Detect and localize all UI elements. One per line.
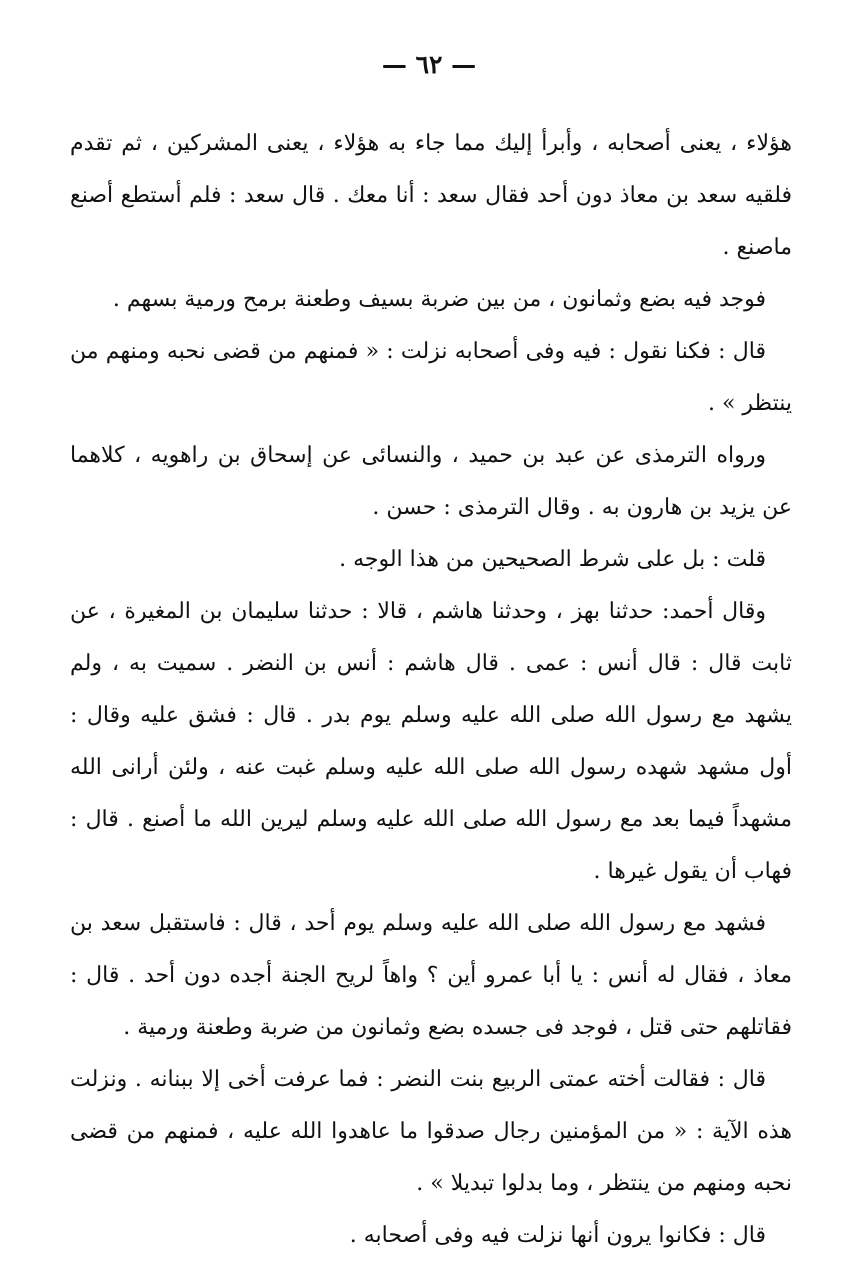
paragraph-wounds: فوجد فيه بضع وثمانون ، من بين ضربة بسيف وطعنة برمح ورمية بسهم . — [112, 287, 766, 312]
paragraph-narrators: ورواه الترمذى عن عبد بن حميد ، والنسائى عن إسحاق بن راهويه ، كلاهما عن يزيد بن هارون به . وقال الترمذى : حسن . — [70, 443, 792, 520]
paragraph-author-note: قلت : بل على شرط الصحيحين من هذا الوجه . — [339, 547, 766, 572]
paragraph-continuation: هؤلاء ، يعنى أصحابه ، وأبرأ إليك مما جاء به هؤلاء ، يعنى المشركين ، ثم تقدم فلقيه سعد بن معاذ دون أحد فقال سعد : أنا معك . قال سعد : فلم أستطع أصنع ماصنع . — [70, 131, 792, 260]
page-number: — ٦٢ — — [381, 50, 477, 79]
paragraph-sister: قال : فقالت أخته عمتى الربيع بنت النضر : فما عرفت أخى إلا ببنانه . ونزلت هذه الآية : « من المؤمنين رجال صدقوا ما عاهدوا الله عليه ، فمنهم من قضى نحبه ومنهم من ينتظر ، وما بدلوا تبديلا » . — [70, 1067, 792, 1196]
paragraph-quran-verse: قال : فكنا نقول : فيه وفى أصحابه نزلت : « فمنهم من قضى نحبه ومنهم من ينتظر » . — [70, 339, 792, 416]
paragraph-uhud: فشهد مع رسول الله صلى الله عليه وسلم يوم أحد ، قال : فاستقبل سعد بن معاذ ، فقال له أنس : يا أبا عمرو أين ؟ واهاً لريح الجنة أجده دون أحد . قال : فقاتلهم حتى قتل ، فوجد فى جسده بضع وثمانون من ضربة وطعنة ورمية . — [70, 911, 792, 1040]
paragraph-conclusion: قال : فكانوا يرون أنها نزلت فيه وفى أصحابه . — [349, 1223, 766, 1248]
paragraph-ahmad-hadith: وقال أحمد: حدثنا بهز ، وحدثنا هاشم ، قالا : حدثنا سليمان بن المغيرة ، عن ثابت قال : قال أنس : عمى . قال هاشم : أنس بن النضر . سميت به ، ولم يشهد مع رسول الله صلى الله عليه وسلم يوم بدر . قال : فشق عليه وقال : أول مشهد شهده رسول الله صلى الله عليه وسلم غبت عنه ، ولئن أرانى الله مشهداً فيما بعد مع رسول الله صلى الله عليه وسلم ليرين الله ما أصنع . قال : فهاب أن يقول غيرها . — [70, 599, 792, 884]
page-body — [70, 118, 792, 1262]
